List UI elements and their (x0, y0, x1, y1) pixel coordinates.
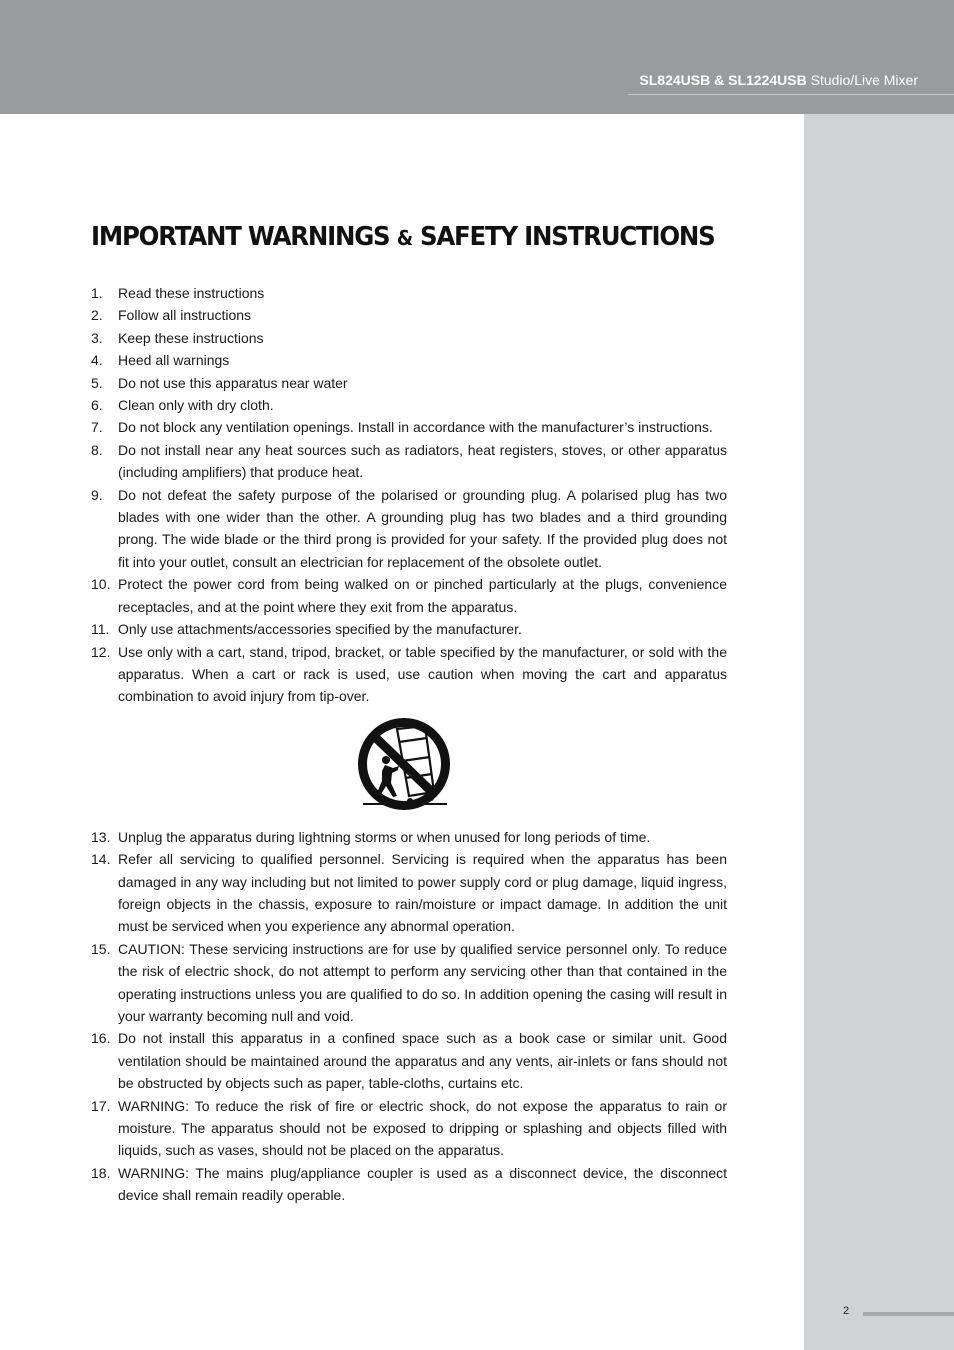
item-number: 11. (91, 621, 110, 638)
item-number: 2. (91, 307, 103, 324)
item-number: 16. (91, 1030, 111, 1047)
page-number-bar (863, 1312, 954, 1316)
cart-warning-figure (83, 708, 727, 826)
list-item (91, 848, 727, 938)
page-header (0, 0, 954, 114)
list-item (91, 573, 727, 618)
header-model: SL824USB & SL1224USB (639, 72, 807, 88)
item-number: 15. (91, 940, 111, 957)
item-text: Do not install near any heat sources such as radiators, heat registers, stoves, or other apparatus (including amplifiers) that produce heat. (118, 441, 727, 481)
list-item (91, 484, 727, 574)
item-text: Refer all servicing to qualified personnel. Servicing is required when the apparatus has been damaged in any way including but not limited to power supply cord or plug damage, liquid ingress, foreign objects in the chassis, exposure to rain/moisture or impact damage. In addition the unit must be serviced when you experience any abnormal operation. (118, 851, 727, 935)
item-text: WARNING: The mains plug/appliance coupler is used as a disconnect device, the disconnect device shall remain readily operable. (118, 1164, 727, 1204)
list-item (91, 304, 727, 326)
item-number: 9. (91, 486, 103, 503)
item-number: 7. (91, 419, 103, 436)
list-item (91, 1027, 727, 1094)
item-number: 17. (91, 1097, 111, 1114)
item-text: Only use attachments/accessories specified by the manufacturer. (118, 621, 522, 638)
item-text: Do not use this apparatus near water (118, 374, 348, 391)
title-ampersand: & (396, 226, 413, 250)
item-text: Do not defeat the safety purpose of the polarised or grounding plug. A polarised plug has two blades with one wider than the other. A grounding plug has two blades and a third grounding prong. The wide blade or the third prong is provided for your safety. If the provided plug does not fit into your outlet, consult an electrician for replacement of the obsolete outlet. (118, 486, 727, 570)
title-main: IMPORTANT WARNINGS (91, 222, 390, 252)
item-number: 14. (91, 851, 111, 868)
item-number: 10. (91, 576, 111, 593)
list-item (91, 618, 727, 640)
page-number: 2 (843, 1305, 850, 1317)
cart-tip-over-warning-icon (355, 716, 455, 812)
item-text: Protect the power cord from being walked on or pinched particularly at the plugs, convenience receptacles, and at the point where they exit from the apparatus. (118, 576, 727, 615)
page-title (91, 222, 715, 252)
list-item (91, 372, 727, 394)
header-subtitle: Studio/Live Mixer (810, 72, 918, 88)
item-text: CAUTION: These servicing instructions are for use by qualified service personnel only. To reduce the risk of electric shock, do not attempt to perform any servicing other than that contained in the operating instructions unless you are qualified to do so. In addition opening the casing will result in your warranty becoming null and void. (118, 940, 727, 1024)
item-text: Do not block any ventilation openings. Install in accordance with the manufacturer’s instructions. (118, 419, 713, 436)
item-text: Follow all instructions (118, 307, 252, 324)
item-number: 3. (91, 329, 103, 346)
item-text: Unplug the apparatus during lightning storms or when unused for long periods of time. (118, 828, 651, 845)
list-item (91, 641, 727, 708)
item-number: 1. (91, 285, 103, 301)
list-item (91, 938, 727, 1028)
item-number: 6. (91, 397, 103, 414)
list-item (91, 1162, 727, 1207)
item-number: 18. (91, 1164, 111, 1181)
title-rest: SAFETY INSTRUCTIONS (419, 222, 715, 252)
list-item (91, 349, 727, 371)
item-text: Clean only with dry cloth. (118, 397, 274, 414)
header-rule (628, 94, 954, 95)
list-item (91, 282, 727, 304)
side-panel (804, 114, 954, 1350)
list-item (91, 394, 727, 416)
header-product-line (639, 72, 918, 88)
item-text: Use only with a cart, stand, tripod, bracket, or table specified by the manufacturer, or sold with the apparatus. When a cart or rack is used, use caution when moving the cart and apparatus combination to avoid injury from tip-over. (118, 643, 727, 705)
safety-instructions-list (91, 282, 727, 1207)
list-item (91, 439, 727, 484)
item-text: Read these instructions (118, 285, 265, 301)
list-item (91, 1095, 727, 1162)
list-item (91, 416, 727, 438)
item-number: 5. (91, 374, 103, 391)
item-number: 8. (91, 441, 103, 458)
item-number: 13. (91, 828, 111, 845)
list-item (91, 327, 727, 349)
item-number: 12. (91, 643, 111, 660)
item-text: WARNING: To reduce the risk of fire or electric shock, do not expose the apparatus to rain or moisture. The apparatus should not be exposed to dripping or splashing and objects filled with liquids, such as vases, should not be placed on the apparatus. (118, 1097, 727, 1159)
item-number: 4. (91, 352, 103, 369)
item-text: Keep these instructions (118, 329, 264, 346)
item-text: Do not install this apparatus in a confined space such as a book case or similar unit. Good ventilation should be maintained around the apparatus and any vents, air-inlets or fans should not be obstructed by objects such as paper, table-cloths, curtains etc. (118, 1030, 727, 1092)
list-item (91, 826, 727, 848)
item-text: Heed all warnings (118, 352, 230, 369)
